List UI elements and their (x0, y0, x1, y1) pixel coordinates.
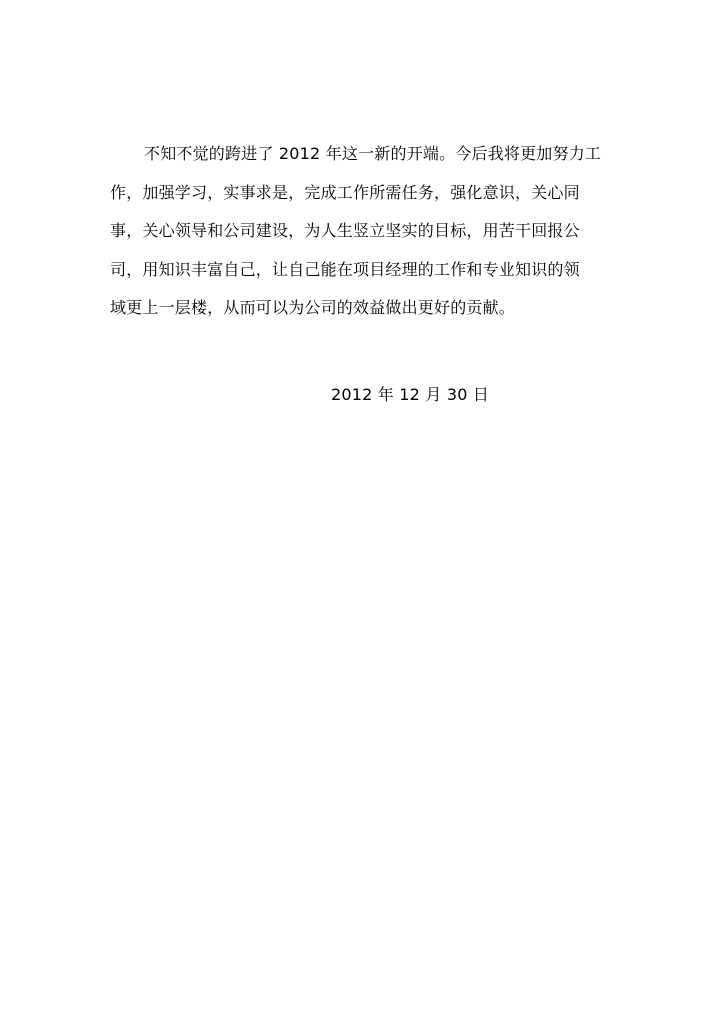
paragraph-line: 不知不觉的跨进了 2012 年这一新的开端。今后我将更加努力工 (144, 144, 602, 163)
paragraph-line: 域更上一层楼，从而可以为公司的效益做出更好的贡献。 (110, 298, 516, 317)
body-paragraph (110, 140, 620, 333)
paragraph-line: 作，加强学习，实事求是，完成工作所需任务，强化意识，关心同 (110, 182, 580, 202)
paragraph-line: 司，用知识丰富自己，让自己能在项目经理的工作和专业知识的领 (110, 259, 580, 279)
paragraph-line: 事，关心领导和公司建设，为人生竖立坚实的目标，用苦干回报公 (110, 221, 580, 240)
signature-date: 2012 年 12 月 30 日 (331, 385, 490, 404)
